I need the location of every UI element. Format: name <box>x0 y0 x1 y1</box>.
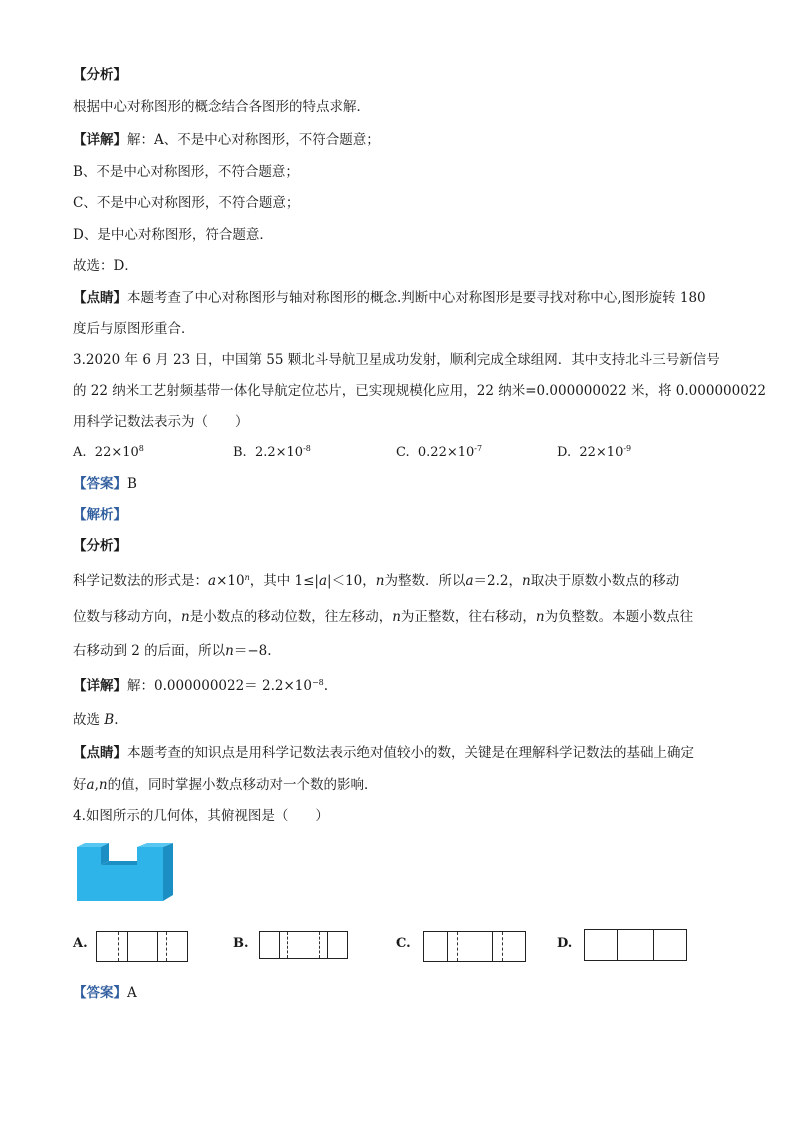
dashed-line <box>502 932 503 961</box>
solid-line <box>157 932 158 961</box>
solid-line <box>279 932 280 958</box>
q3-analysis-line-2: 位数与移动方向，n是小数点的移动位数，往左移动，n为正整数，往右移动，n为负整数。本题小数点往 <box>73 609 694 625</box>
solid-line <box>492 932 493 961</box>
solid-line <box>617 930 618 960</box>
q4-option-b-figure <box>259 931 348 959</box>
detail-line-a: 【详解】解：A、不是中心对称图形，不符合题意； <box>73 132 380 148</box>
q3-comment-2: 好a,n的值，同时掌握小数点移动对一个数的影响． <box>73 777 378 793</box>
q3-detail: 【详解】解：$0.000000022= 2.2\times 10^{-8}$. <box>73 678 329 694</box>
solid-right-face <box>163 843 173 901</box>
q3-option-a: A. $22\times 10^8$ <box>73 444 144 460</box>
dashed-line <box>166 932 167 961</box>
q3-stem-3: 用科学记数法表示为（ ） <box>73 414 249 430</box>
q4-option-b-label: B. <box>233 936 249 951</box>
dashed-line <box>319 932 320 958</box>
q4-option-d-label: D. <box>557 936 573 951</box>
q3-option-d: D. $22\times 10^{-9}$ <box>557 444 632 460</box>
q4-option-d-figure <box>584 929 687 961</box>
q3-analysis-heading: 【分析】 <box>73 538 127 554</box>
solid-line <box>127 932 128 961</box>
q3-explain-heading: 【解析】 <box>73 507 127 523</box>
q3-stem-1: 3.2020 年 6 月 23 日，中国第 55 颗北斗导航卫星成功发射，顺利完成全球组网．其中支持北斗三号新信号 <box>73 352 720 368</box>
detail-line-b: B、不是中心对称图形，不符合题意； <box>73 164 299 180</box>
dashed-line <box>118 932 119 961</box>
solid-line <box>447 932 448 961</box>
analysis-text: 根据中心对称图形的概念结合各图形的特点求解． <box>73 99 370 115</box>
detail-line-d: D、是中心对称图形，符合题意． <box>73 227 273 243</box>
analysis-heading: 【分析】 <box>73 67 127 83</box>
q3-option-c: C. $0.22\times 10^{-7}$ <box>396 444 483 460</box>
q3-choose: 故选 B. <box>73 712 119 728</box>
q4-option-c-figure <box>423 931 526 962</box>
q4-answer: 【答案】A <box>73 985 137 1001</box>
q3-answer: 【答案】B <box>73 476 137 492</box>
solid-front-face <box>77 847 163 901</box>
q4-option-a-figure <box>96 931 188 962</box>
q4-option-c-label: C. <box>396 936 411 951</box>
geometric-solid-figure <box>75 843 177 903</box>
q4-option-a-label: A. <box>73 936 88 951</box>
detail-line-c: C、不是中心对称图形，不符合题意； <box>73 195 300 211</box>
q3-analysis-line-1: 科学记数法的形式是：$a\times 10^n$，其中 1≤|a|＜10，n为整数．所以a＝2.2，n取决于原数小数点的移动 <box>73 573 680 589</box>
q3-analysis-line-3: 右移动到 2 的后面，所以n＝−8. <box>73 643 272 659</box>
q3-comment-1: 【点睛】本题考查的知识点是用科学记数法表示绝对值较小的数，关键是在理解科学记数法的基础上确定 <box>73 745 694 761</box>
dashed-line <box>457 932 458 961</box>
comment-line-2: 度后与原图形重合． <box>73 321 195 337</box>
q3-option-b: B. $2.2\times 10^{-8}$ <box>233 444 311 460</box>
dashed-line <box>287 932 288 958</box>
choose-line: 故选：D． <box>73 258 138 274</box>
q3-stem-2: 的 22 纳米工艺射频基带一体化导航定位芯片，已实现规模化应用，22 纳米=0.000000022 米，将 0.000000022 <box>73 383 766 399</box>
solid-line <box>653 930 654 960</box>
comment-line-1: 【点睛】本题考查了中心对称图形与轴对称图形的概念.判断中心对称图形是要寻找对称中心,图形旋转 180 <box>73 290 706 306</box>
q4-stem: 4.如图所示的几何体，其俯视图是（ ） <box>73 808 329 824</box>
solid-line <box>327 932 328 958</box>
